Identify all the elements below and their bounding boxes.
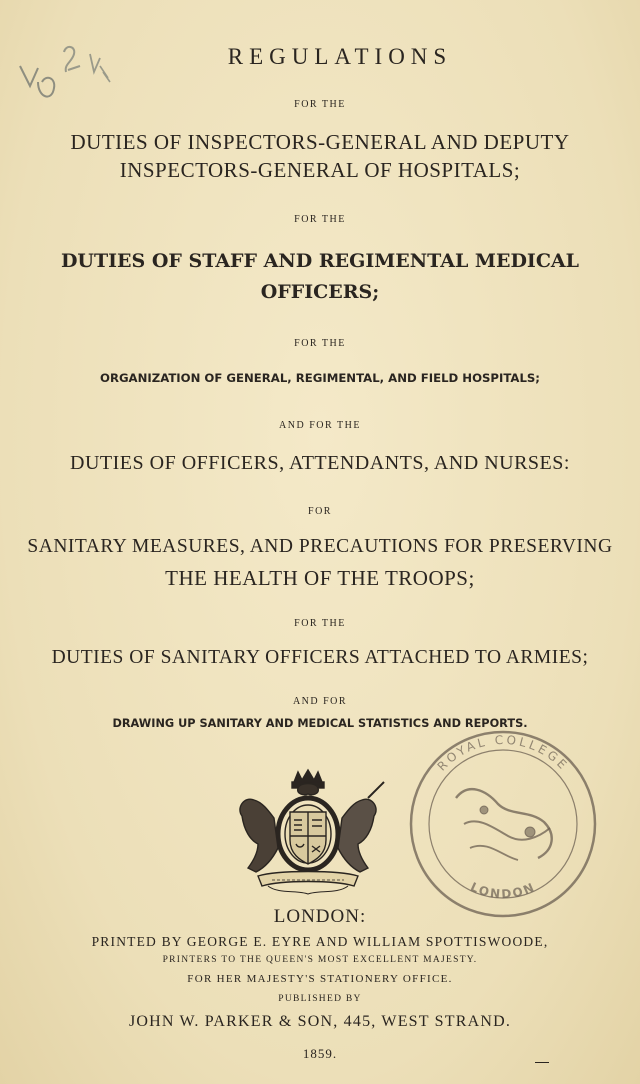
line-6: DUTIES OF OFFICERS, ATTENDANTS, AND NURSES: [70,452,570,474]
main-title: REGULATIONS [227,44,453,69]
line-2: INSPECTORS-GENERAL OF HOSPITALS; [119,158,521,182]
line-8: THE HEALTH OF THE TROOPS; [165,566,475,590]
imprint-published-by: PUBLISHED BY [278,994,362,1004]
imprint-printers: PRINTERS TO THE QUEEN'S MOST EXCELLENT MAJESTY. [162,955,478,965]
imprint-office: FOR HER MAJESTY'S STATIONERY OFFICE. [187,973,453,985]
and-for: AND FOR [292,696,348,707]
line-3: DUTIES OF STAFF AND REGIMENTAL MEDICAL [60,250,580,272]
coat-of-arms-icon [228,768,388,898]
for: FOR [308,506,332,517]
royal-coat-of-arms [228,768,388,903]
for-the-2: FOR THE [294,214,346,225]
stamp-top-text: ROYAL COLLEGE [434,732,572,774]
line-5: ORGANIZATION OF GENERAL, REGIMENTAL, AND FIELD HOSPITALS; [100,371,540,385]
printer-mark [535,1062,549,1063]
library-stamp-icon [398,724,608,924]
for-the-1: FOR THE [294,99,346,110]
line-4: OFFICERS; [260,281,380,303]
and-for-the: AND FOR THE [279,420,361,431]
svg-text:LONDON [468,880,538,902]
line-1: DUTIES OF INSPECTORS-GENERAL AND DEPUTY [70,130,570,154]
imprint-city: LONDON: [273,906,367,927]
line-9: DUTIES OF SANITARY OFFICERS ATTACHED TO ARMIES; [51,647,589,668]
line-7: SANITARY MEASURES, AND PRECAUTIONS FOR PRESERVING [27,536,613,557]
for-the-4: FOR THE [294,618,346,629]
imprint-year: 1859. [302,1046,338,1061]
library-stamp [398,724,608,929]
imprint-printed-by: PRINTED BY GEORGE E. EYRE AND WILLIAM SPOTTISWOODE, [91,934,549,949]
imprint-publisher: JOHN W. PARKER & SON, 445, WEST STRAND. [128,1013,512,1030]
line-10: DRAWING UP SANITARY AND MEDICAL STATISTICS AND REPORTS. [112,717,528,730]
for-the-3: FOR THE [294,338,346,349]
stamp-bottom-text: LONDON [468,879,538,902]
